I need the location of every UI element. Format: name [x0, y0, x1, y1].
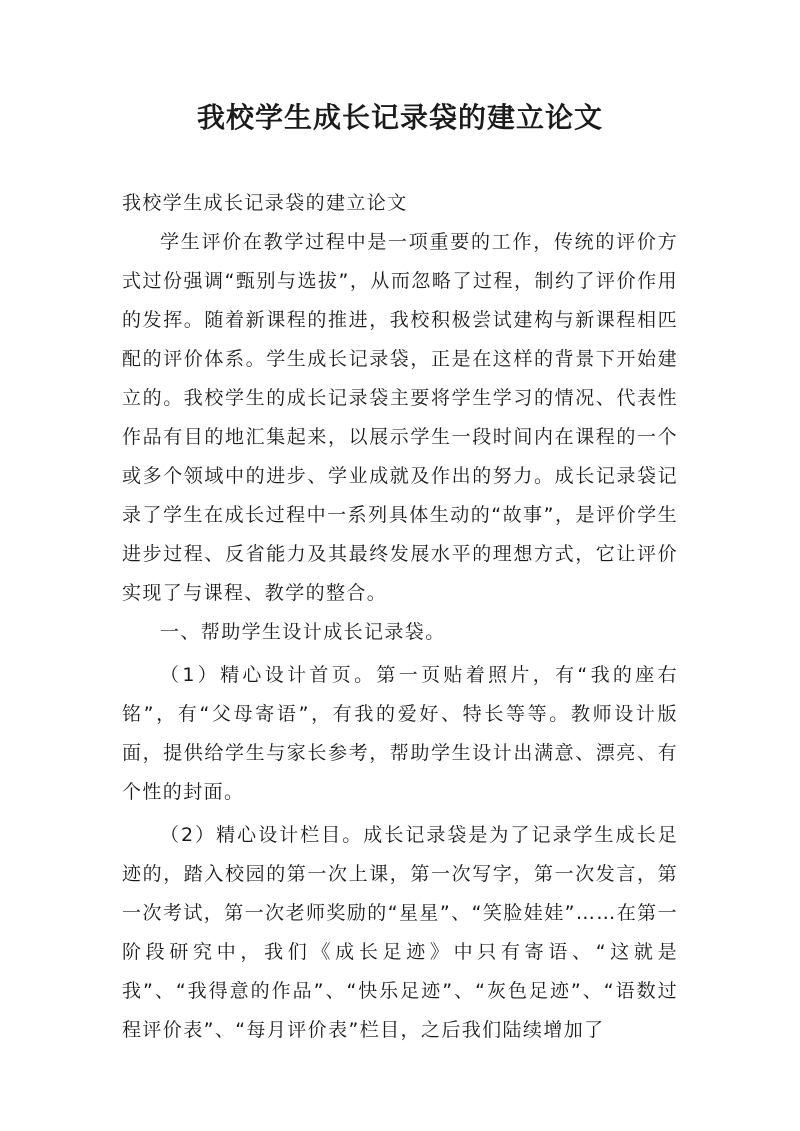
paragraph-item-1: （1）精心设计首页。第一页贴着照片，有“我的座右铭”，有“父母寄语”，有我的爱好、特长等等。教师设计版面，提供给学生与家长参考，帮助学生设计出满意、漂亮、有个性的封面。 — [122, 664, 678, 803]
paragraph-section-heading: 一、帮助学生设计成长记录袋。 — [160, 621, 446, 643]
document-subtitle: 我校学生成长记录袋的建立论文 — [122, 192, 408, 214]
document-body — [122, 184, 678, 1050]
document-title: 我校学生成长记录袋的建立论文 — [196, 101, 603, 134]
paragraph-intro: 学生评价在教学过程中是一项重要的工作，传统的评价方式过份强调“甄别与选拔”，从而忽略了过程，制约了评价作用的发挥。随着新课程的推进，我校积极尝试建构与新课程相匹配的评价体系。学生成长记录袋，正是在这样的背景下开始建立的。我校学生的成长记录袋主要将学生学习的情况、代表性作品有目的地汇集起来，以展示学生一段时间内在课程的一个或多个领域中的进步、学业成就及作出的努力。成长记录袋记录了学生在成长过程中一系列具体生动的“故事”，是评价学生进步过程、反省能力及其最终发展水平的理想方式，它让评价实现了与课程、教学的整合。 — [122, 231, 678, 604]
paragraph-item-2: （2）精心设计栏目。成长记录袋是为了记录学生成长足迹的，踏入校园的第一次上课，第一次写字，第一次发言，第一次考试，第一次老师奖励的“星星”、“笑脸娃娃”……在第一阶段研究中，我们《成长足迹》中只有寄语、“这就是我”、“我得意的作品”、“快乐足迹”、“灰色足迹”、“语数过程评价表”、“每月评价表”栏目，之后我们陆续增加了 — [122, 824, 678, 1041]
